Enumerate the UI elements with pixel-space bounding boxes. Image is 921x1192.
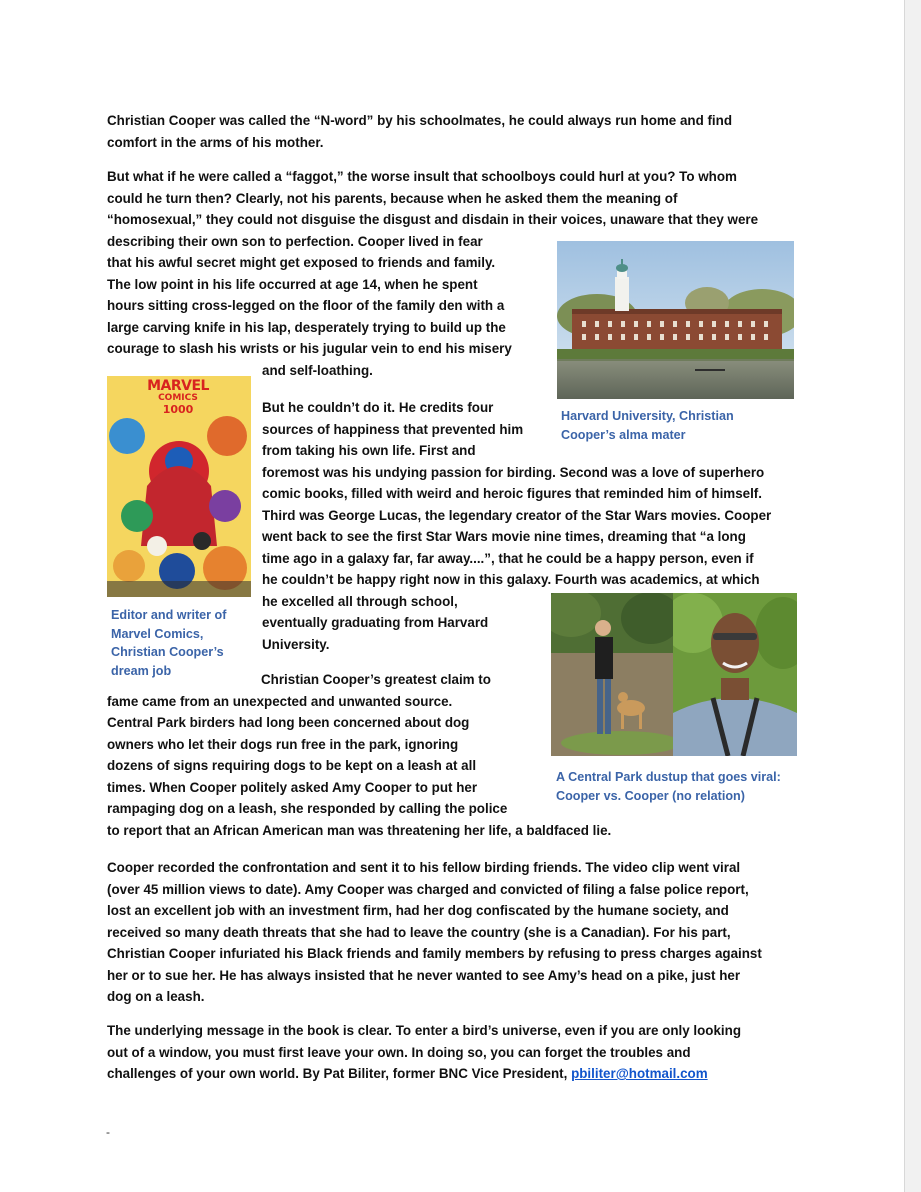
text-line: The low point in his life occurred at age 14, when he spent: [107, 276, 478, 292]
text-line: The underlying message in the book is clear. To enter a bird’s universe, even if you are only looking: [107, 1023, 741, 1038]
paragraph-5: [107, 857, 762, 1008]
comic-logo-line: MARVEL: [147, 378, 209, 394]
caption-line: Christian Cooper’s: [111, 645, 224, 659]
caption-line: Marvel Comics,: [111, 626, 204, 641]
text-line: out of a window, you must first leave your own. In doing so, you can forget the troubles and: [107, 1044, 691, 1060]
text-line: to report that an African American man was threatening her life, a baldfaced lie.: [107, 822, 612, 838]
text-line: could he turn then? Clearly, not his parents, because when he asked them the meaning of: [107, 190, 678, 206]
text-line: he couldn’t be happy right now in this galaxy. Fourth was academics, at which: [262, 572, 760, 587]
caption-line: dream job: [111, 663, 172, 678]
central-park-caption: [556, 768, 781, 805]
text-line: and self-loathing.: [262, 362, 373, 378]
text-line: owners who let their dogs run free in the park, ignoring: [107, 736, 459, 752]
text-line: time ago in a galaxy far, far away....”, that he could be a happy person, even if: [262, 550, 754, 566]
text-line: comfort in the arms of his mother.: [107, 134, 324, 150]
comic-logo: [143, 380, 213, 416]
text-line: University.: [262, 636, 330, 652]
text-line: But what if he were called a “faggot,” the worse insult that schoolboys could hurl at you? To whom: [107, 169, 737, 184]
text-line: dog on a leash.: [107, 989, 205, 1004]
email-link[interactable]: pbiliter@hotmail.com: [571, 1066, 708, 1081]
text-line: dozens of signs requiring dogs to be kept on a leash at all: [107, 758, 477, 773]
caption-line: Cooper’s alma mater: [561, 427, 686, 442]
comic-logo-line: 1000: [162, 403, 194, 416]
page-edge: [904, 0, 921, 1192]
byline-text: challenges of your own world. By Pat Biliter, former BNC Vice President,: [107, 1066, 572, 1081]
paragraph-1: [107, 110, 732, 153]
text-line: from taking his own life. First and: [262, 443, 476, 458]
text-line: “homosexual,” they could not disguise the disgust and disdain in their voices, unaware that they were: [107, 212, 759, 227]
text-line: went back to see the first Star Wars movie nine times, dreaming that “a long: [262, 529, 746, 544]
paragraph-6: [107, 1020, 741, 1085]
text-line: [107, 1063, 741, 1085]
text-line: But he couldn’t do it. He credits four: [262, 400, 494, 415]
marvel-comic-cover: [107, 376, 251, 597]
text-line: lost an excellent job with an investment firm, had her dog confiscated by the humane society, and: [107, 903, 729, 918]
text-line: large carving knife in his lap, desperately trying to build up the: [107, 319, 506, 335]
text-line: courage to slash his wrists or his jugular vein to end his misery: [107, 341, 512, 356]
caption-line: Cooper vs. Cooper (no relation): [556, 788, 745, 803]
text-line: Christian Cooper was called the “N-word” by his schoolmates, he could always run home and find: [107, 113, 733, 128]
text-line: sources of happiness that prevented him: [262, 421, 524, 437]
text-line: he excelled all through school,: [262, 593, 458, 609]
caption-line: A Central Park dustup that goes viral:: [556, 770, 781, 784]
text-line: eventually graduating from Harvard: [262, 615, 489, 630]
text-line: rampaging dog on a leash, she responded by calling the police: [107, 801, 508, 816]
text-line: Central Park birders had long been concerned about dog: [107, 715, 470, 730]
text-line: (over 45 million views to date). Amy Cooper was charged and convicted of filing a false police report,: [107, 881, 749, 897]
marvel-caption: [111, 606, 226, 680]
text-line: received so many death threats that she had to leave the country (she is a Canadian). For his part,: [107, 924, 731, 940]
text-line: hours sitting cross-legged on the floor of the family den with a: [107, 298, 505, 313]
central-park-photo-left: [551, 593, 673, 756]
text-line: foremost was his undying passion for birding. Second was a love of superhero: [262, 464, 765, 480]
text-line: times. When Cooper politely asked Amy Cooper to put her: [107, 779, 478, 795]
text-line: describing their own son to perfection. Cooper lived in fear: [107, 233, 483, 249]
text-line: Christian Cooper’s greatest claim to: [261, 672, 491, 687]
footer-mark: -: [106, 1125, 110, 1139]
text-line: that his awful secret might get exposed to friends and family.: [107, 255, 496, 270]
text-line: fame came from an unexpected and unwanted source.: [107, 693, 453, 709]
paragraph-4: [107, 669, 611, 841]
comic-logo-line: COMICS: [158, 393, 198, 403]
caption-line: Editor and writer of: [111, 608, 227, 622]
harvard-caption: [561, 407, 734, 444]
text-line: her or to sue her. He has always insisted that he never wanted to see Amy’s head on a pike, just her: [107, 967, 741, 983]
text-line: Third was George Lucas, the legendary creator of the Star Wars movies. Cooper: [262, 507, 772, 523]
text-line: Cooper recorded the confrontation and sent it to his fellow birding friends. The video clip went viral: [107, 860, 741, 875]
central-park-photo-right: [673, 593, 797, 756]
caption-line: Harvard University, Christian: [561, 409, 734, 423]
text-line: Christian Cooper infuriated his Black friends and family members by refusing to press charges against: [107, 946, 762, 961]
text-line: comic books, filled with weird and heroic figures that reminded him of himself.: [262, 486, 762, 501]
harvard-photo: [557, 241, 794, 399]
